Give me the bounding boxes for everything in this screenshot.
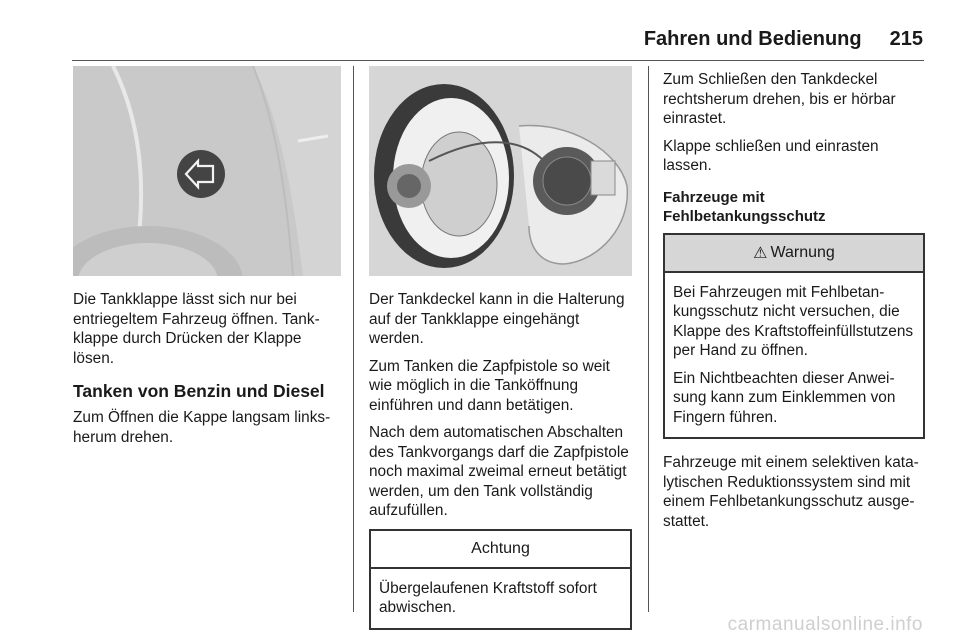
refuelling-heading: Tanken von Benzin und Diesel bbox=[73, 381, 325, 401]
warning-title: Warnung bbox=[770, 243, 835, 261]
warning-text-2: Ein Nichtbeachten dieser Anweisung kann zum Einklemmen von Fingern führen. bbox=[673, 369, 896, 426]
notice-box bbox=[369, 529, 632, 630]
page-number: 215 bbox=[889, 28, 923, 50]
watermark-text: carmanualsonline.info bbox=[727, 614, 923, 635]
column-1 bbox=[73, 66, 341, 455]
notice-text: Übergelaufenen Kraftstoff sofort abwischen. bbox=[379, 579, 597, 616]
close-flap-paragraph: Klappe schließen und einrasten lassen. bbox=[663, 137, 879, 174]
notice-body bbox=[371, 569, 630, 628]
warning-text-1: Bei Fahrzeugen mit Fehlbetankungsschutz nicht versuchen, die Klappe des Kraftstoffeinfüllstutzens per Hand zu öffnen. bbox=[673, 283, 914, 359]
page-header bbox=[644, 28, 923, 56]
notice-title: Achtung bbox=[371, 531, 630, 569]
open-cap-paragraph: Zum Öffnen die Kappe langsam linksherum drehen. bbox=[73, 409, 331, 446]
warning-icon: ⚠ bbox=[753, 244, 768, 262]
misfuel-protection-heading: Fahrzeuge mit Fehlbetankungsschutz bbox=[663, 188, 826, 225]
fuel-flap-paragraph: Die Tankklappe lässt sich nur bei entriegeltem Fahrzeug öffnen. Tankklappe durch Drücken der Klappe lösen. bbox=[73, 291, 320, 367]
warning-box bbox=[663, 233, 925, 440]
cap-holder-paragraph: Der Tankdeckel kann in die Halterung auf der Tankklappe eingehängt werden. bbox=[369, 291, 625, 347]
warning-header bbox=[665, 235, 923, 273]
header-title: Fahren und Bedienung bbox=[643, 28, 862, 50]
column-divider-1 bbox=[353, 66, 354, 612]
nozzle-paragraph: Zum Tanken die Zapfpistole so weit wie möglich in die Tanköffnung einführen und dann betätigen. bbox=[369, 357, 610, 414]
column-divider-2 bbox=[648, 66, 649, 612]
fuel-cap-figure bbox=[369, 66, 632, 276]
auto-shutoff-paragraph: Nach dem automatischen Abschalten des Tankvorgangs darf die Zapfpistole noch maximal zweimal erneut betätigt werden, um den Tank vollständig aufzufüllen. bbox=[369, 424, 629, 519]
scr-system-paragraph: Fahrzeuge mit einem selektiven katalytischen Reduktionssystem sind mit einem Fehlbetankungsschutz ausgestattet. bbox=[663, 454, 919, 530]
close-cap-paragraph: Zum Schließen den Tankdeckel rechtsherum drehen, bis er hörbar einrastet. bbox=[663, 71, 896, 127]
header-rule bbox=[72, 60, 924, 61]
warning-body bbox=[665, 273, 923, 438]
fuel-flap-figure bbox=[73, 66, 341, 276]
column-3 bbox=[663, 70, 925, 539]
column-2 bbox=[369, 66, 632, 630]
